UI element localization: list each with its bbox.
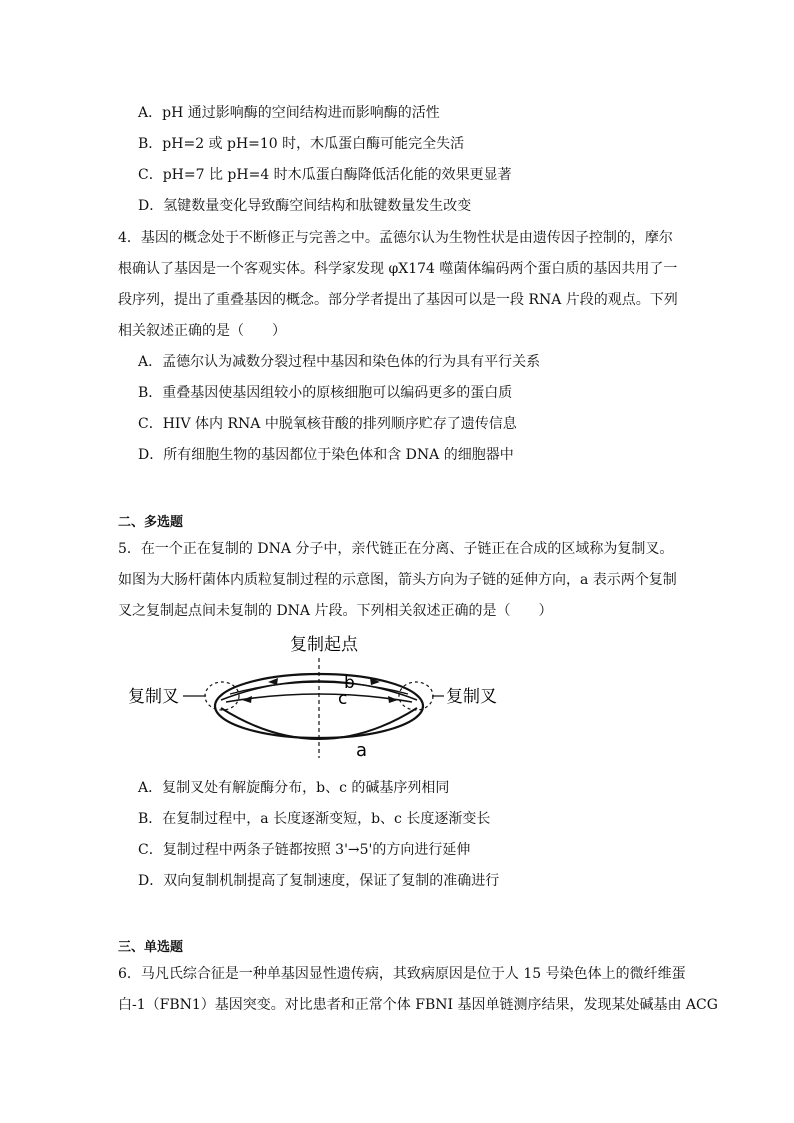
q4-stem-line-2: 根确认了基因是一个客观实体。科学家发现 φX174 噬菌体编码两个蛋白质的基因共用了一 [118, 261, 678, 277]
section-title-multi-choice: 二、多选题 [118, 515, 184, 530]
plasmid-replication-diagram [118, 630, 538, 765]
q3-option-c: C．pH=7 比 pH=4 时木瓜蛋白酶降低活化能的效果更显著 [138, 167, 512, 183]
origin-label: 复制起点 [290, 635, 358, 655]
q5-stem-line-1: 5．在一个正在复制的 DNA 分子中，亲代链正在分离、子链正在合成的区域称为复制叉。 [118, 541, 674, 557]
q5-stem-line-2: 如图为大肠杆菌体内质粒复制过程的示意图，箭头方向为子链的延伸方向，a 表示两个复制 [118, 572, 677, 588]
left-fork-label: 复制叉 [128, 687, 179, 707]
q4-stem-line-3: 段序列，提出了重叠基因的概念。部分学者提出了基因可以是一段 RNA 片段的观点。下列 [118, 292, 678, 308]
label-c: c [338, 689, 348, 709]
q3-option-a: A．pH 通过影响酶的空间结构进而影响酶的活性 [138, 105, 440, 121]
q5-option-c: C．复制过程中两条子链都按照 3'→5'的方向进行延伸 [138, 842, 471, 858]
q4-stem-line-1: 4．基因的概念处于不断修正与完善之中。孟德尔认为生物性状是由遗传因子控制的，摩尔 [118, 230, 673, 246]
q5-option-b: B．在复制过程中，a 长度逐渐变短，b、c 长度逐渐变长 [138, 811, 491, 827]
label-b: b [344, 673, 355, 693]
q4-option-a: A．孟德尔认为减数分裂过程中基因和染色体的行为具有平行关系 [138, 354, 541, 370]
q3-option-b: B．pH=2 或 pH=10 时，木瓜蛋白酶可能完全失活 [138, 136, 465, 152]
q6-stem-line-1: 6．马凡氏综合征是一种单基因显性遗传病，其致病原因是位于人 15 号染色体上的微纤维蛋 [118, 966, 686, 982]
q5-option-a: A．复制叉处有解旋酶分布，b、c 的碱基序列相同 [138, 780, 450, 796]
q6-stem-line-2: 白-1（FBN1）基因突变。对比患者和正常个体 FBNI 基因单链测序结果，发现某处碱基由 ACG [118, 997, 718, 1013]
arrow-right-lower [388, 696, 398, 703]
q4-option-c: C．HIV 体内 RNA 中脱氧核苷酸的排列顺序贮存了遗传信息 [138, 416, 517, 432]
label-a: a [356, 740, 368, 761]
arrow-left-upper [268, 678, 278, 685]
q5-option-d: D．双向复制机制提高了复制速度，保证了复制的准确进行 [138, 873, 500, 889]
section-title-single-choice: 三、单选题 [118, 940, 184, 955]
arrow-left-lower [242, 696, 252, 703]
right-fork-label: 复制叉 [446, 687, 497, 707]
q4-stem-line-4: 相关叙述正确的是（ ） [118, 323, 286, 339]
q4-option-d: D．所有细胞生物的基因都位于染色体和含 DNA 的细胞器中 [138, 447, 514, 463]
q4-option-b: B．重叠基因使基因组较小的原核细胞可以编码更多的蛋白质 [138, 385, 513, 401]
q3-option-d: D．氢键数量变化导致酶空间结构和肽键数量发生改变 [138, 198, 472, 214]
q5-stem-line-3: 叉之复制起点间未复制的 DNA 片段。下列相关叙述正确的是（ ） [118, 603, 553, 619]
